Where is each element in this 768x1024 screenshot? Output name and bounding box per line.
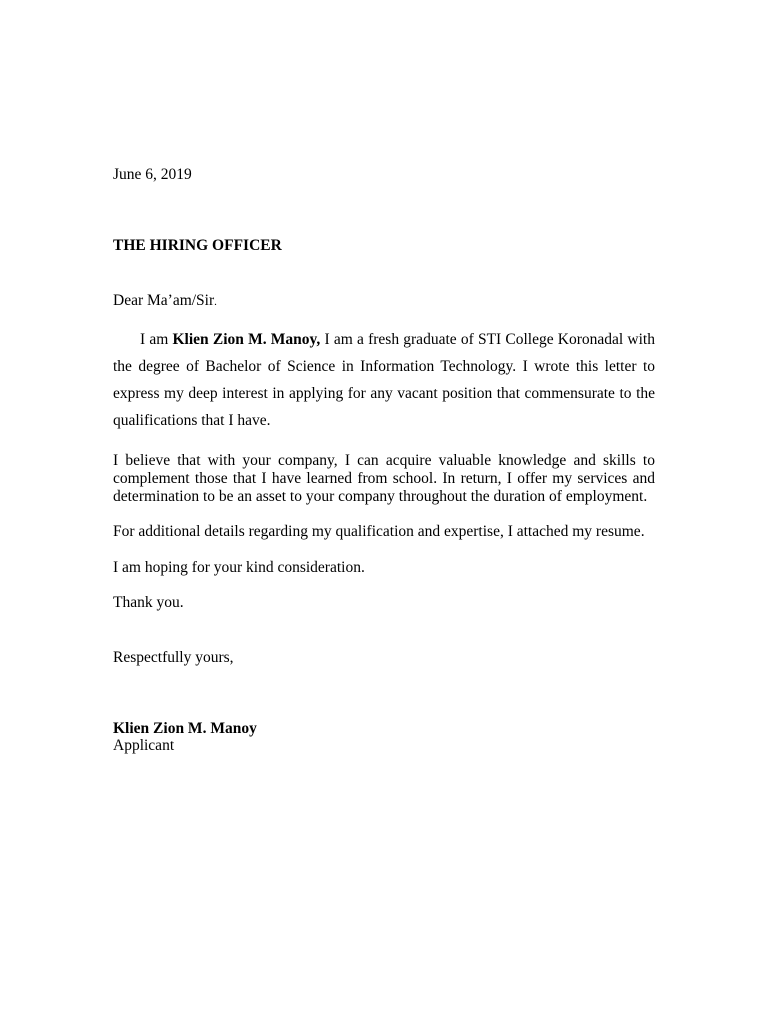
applicant-name-inline: Klien Zion M. Manoy, — [172, 331, 321, 348]
letter-date: June 6, 2019 — [113, 166, 192, 183]
body-paragraph-intro — [113, 326, 655, 434]
body-paragraph-thanks: Thank you. — [113, 594, 184, 611]
intro-rest: I am a fresh graduate of STI College Koronadal with the degree of Bachelor of Science in Information Technology. I wrote this letter to express my deep interest in applying for any vacant position that commensurate to the qualifications that I have. — [113, 331, 655, 429]
signer-role: Applicant — [113, 737, 175, 754]
salutation — [113, 292, 655, 310]
salutation-text: Dear Ma’am/Sir — [113, 292, 215, 309]
body-paragraph-offer: I believe that with your company, I can acquire valuable knowledge and skills to complement those that I have learned from school. In return, I offer my services and determination to be an asset to your company throughout the duration of employment. — [113, 452, 655, 505]
body-paragraph-resume: For additional details regarding my qualification and expertise, I attached my resume. — [113, 523, 645, 540]
signer-name: Klien Zion M. Manoy — [113, 720, 257, 737]
intro-lead: I am — [140, 331, 173, 348]
body-paragraph-consideration: I am hoping for your kind consideration. — [113, 559, 365, 576]
recipient-line: THE HIRING OFFICER — [113, 237, 282, 254]
closing-line: Respectfully yours, — [113, 649, 234, 666]
salutation-punctuation: . — [214, 296, 217, 308]
